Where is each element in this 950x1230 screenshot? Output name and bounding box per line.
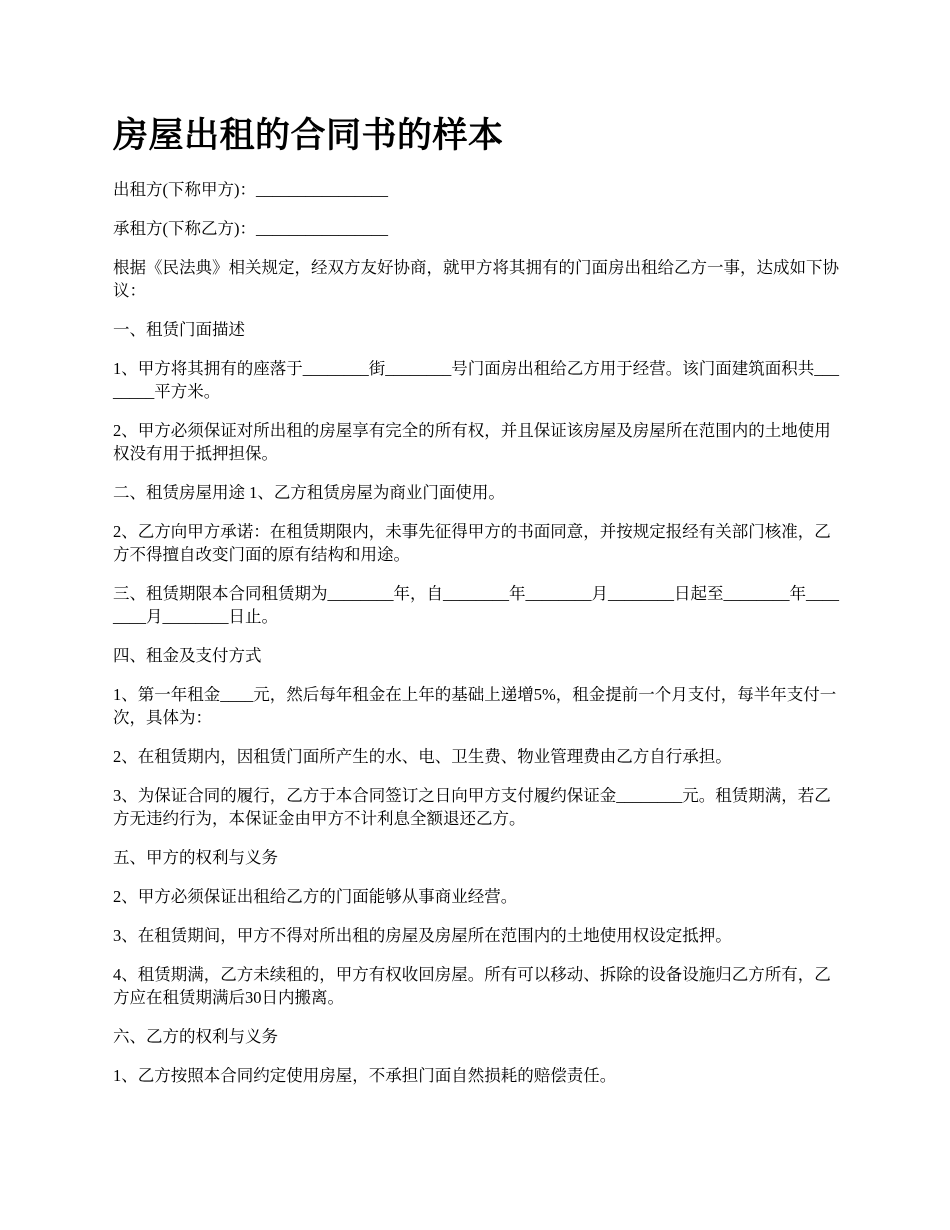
lessee-line: 承租方(下称乙方)：________________ (113, 219, 388, 238)
clause-2-2: 2、乙方向甲方承诺：在租赁期限内，未事先征得甲方的书面同意，并按规定报经有关部门核准，乙方不得擅自改变门面的原有结构和用途。 (113, 522, 831, 564)
document-title: 房屋出租的合同书的样本 (113, 116, 504, 156)
clause-6-1: 1、乙方按照本合同约定使用房屋，不承担门面自然损耗的赔偿责任。 (113, 1066, 617, 1085)
clause-4-3: 3、为保证合同的履行，乙方于本合同签订之日向甲方支付履约保证金________元。租赁期满，若乙方无违约行为，本保证金由甲方不计利息全额退还乙方。 (113, 786, 831, 828)
clause-1-1: 1、甲方将其拥有的座落于________街________号门面房出租给乙方用于经营。该门面建筑面积共________平方米。 (113, 359, 839, 401)
section-heading-6: 六、乙方的权利与义务 (113, 1027, 278, 1046)
section-heading-3: 三、租赁期限本合同租赁期为________年，自________年________月________日起至________年________月________日止。 (113, 584, 839, 626)
section-heading-2: 二、租赁房屋用途 1、乙方租赁房屋为商业门面使用。 (113, 483, 505, 502)
section-heading-5: 五、甲方的权利与义务 (113, 848, 278, 867)
clause-5-4: 4、租赁期满，乙方未续租的，甲方有权收回房屋。所有可以移动、拆除的设备设施归乙方所有，乙方应在租赁期满后30日内搬离。 (113, 965, 831, 1007)
preamble-paragraph: 根据《民法典》相关规定，经双方友好协商，就甲方将其拥有的门面房出租给乙方一事，达成如下协议： (113, 258, 839, 300)
lessor-line: 出租方(下称甲方)：________________ (113, 180, 388, 199)
clause-4-2: 2、在租赁期内，因租赁门面所产生的水、电、卫生费、物业管理费由乙方自行承担。 (113, 747, 732, 766)
clause-5-3: 3、在租赁期间，甲方不得对所出租的房屋及房屋所在范围内的土地使用权设定抵押。 (113, 926, 732, 945)
document-page (113, 108, 843, 1103)
section-heading-4: 四、租金及支付方式 (113, 646, 262, 665)
clause-5-2: 2、甲方必须保证出租给乙方的门面能够从事商业经营。 (113, 887, 518, 906)
clause-4-1: 1、第一年租金____元，然后每年租金在上年的基础上递增5%，租金提前一个月支付，每半年支付一次，具体为： (113, 685, 837, 727)
clause-1-2: 2、甲方必须保证对所出租的房屋享有完全的所有权，并且保证该房屋及房屋所在范围内的土地使用权没有用于抵押担保。 (113, 421, 831, 463)
section-heading-1: 一、租赁门面描述 (113, 320, 245, 339)
